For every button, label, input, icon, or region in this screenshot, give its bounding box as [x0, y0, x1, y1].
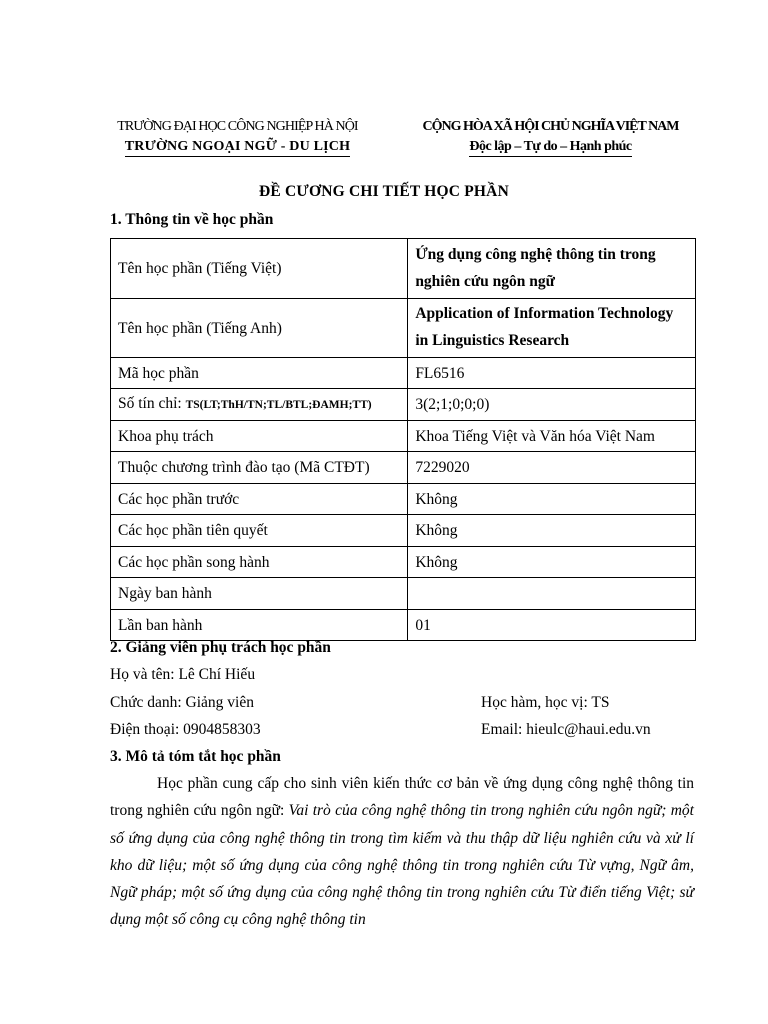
- table-row: [111, 421, 696, 452]
- table-row: [111, 239, 696, 299]
- motto: Độc lập – Tự do – Hạnh phúc: [469, 137, 631, 157]
- lecturer-email: Email: hieulc@haui.edu.vn: [481, 721, 651, 738]
- lecturer-rank: Học hàm, học vị: TS: [481, 694, 610, 711]
- row-value: 01: [408, 610, 696, 641]
- row-label: Tên học phần (Tiếng Việt): [111, 239, 408, 299]
- row-label: Ngày ban hành: [111, 578, 408, 610]
- table-row: [111, 299, 696, 358]
- row-value: [408, 578, 696, 610]
- row-label: Khoa phụ trách: [111, 421, 408, 452]
- table-row: [111, 578, 696, 610]
- faculty-name: TRƯỜNG NGOẠI NGỮ - DU LỊCH: [125, 137, 350, 157]
- row-value: Không: [408, 515, 696, 547]
- row-value: FL6516: [408, 358, 696, 389]
- row-label: Các học phần tiên quyết: [111, 515, 408, 547]
- table-row: [111, 515, 696, 547]
- document-title: ĐỀ CƯƠNG CHI TIẾT HỌC PHẦN: [259, 183, 509, 200]
- lecturer-phone: Điện thoại: 0904858303: [110, 721, 261, 738]
- row-value: Không: [408, 484, 696, 515]
- national-motto-header: [398, 117, 703, 157]
- row-value: Không: [408, 547, 696, 578]
- country-name: CỘNG HÒA XÃ HỘI CHỦ NGHĨA VIỆT NAM: [422, 119, 679, 134]
- row-value: 3(2;1;0;0;0): [408, 389, 696, 421]
- table-row: [111, 484, 696, 515]
- section-1-heading: 1. Thông tin về học phần: [110, 211, 274, 228]
- school-header: [100, 117, 375, 157]
- table-row: [111, 610, 696, 641]
- section-2-heading: 2. Giảng viên phụ trách học phần: [110, 639, 331, 656]
- credits-note: TS(LT;ThH/TN;TL/BTL;ĐAMH;TT): [185, 399, 372, 411]
- lecturer-name: Họ và tên: Lê Chí Hiếu: [110, 666, 256, 683]
- description-italic: Vai trò của công nghệ thông tin trong nghiên cứu ngôn ngữ; một số ứng dụng của công nghệ thông tin trong tìm kiếm và thu thập dữ liệu nghiên cứu và xử lí kho dữ liệu; một số ứng dụng của công nghệ thông tin trong nghiên cứu Từ vựng, Ngữ âm, Ngữ pháp; một số ứng dụng của công nghệ thông tin trong nghiên cứu Từ điển tiếng Việt; sử dụng một số công cụ công nghệ thông tin: [110, 802, 694, 929]
- university-name: TRƯỜNG ĐẠI HỌC CÔNG NGHIỆP HÀ NỘI: [117, 119, 358, 134]
- course-info-table: [110, 238, 696, 641]
- table-row: [111, 389, 696, 421]
- course-description: [110, 770, 694, 934]
- section-3-heading: 3. Mô tả tóm tắt học phần: [110, 748, 281, 765]
- description-intro: Học phần cung cấp cho sinh viên kiến thức cơ bản về ứng dụng công nghệ thông tin trong nghiên cứu ngôn ngữ:: [110, 775, 694, 820]
- row-label: Các học phần song hành: [111, 547, 408, 578]
- row-value: 7229020: [408, 452, 696, 484]
- row-value: Khoa Tiếng Việt và Văn hóa Việt Nam: [408, 421, 696, 452]
- row-label: Mã học phần: [111, 358, 408, 389]
- table-row: [111, 358, 696, 389]
- row-value: Ứng dụng công nghệ thông tin trong nghiên cứu ngôn ngữ: [408, 239, 696, 299]
- lecturer-title: Chức danh: Giảng viên: [110, 694, 254, 711]
- row-label: Lần ban hành: [111, 610, 408, 641]
- table-row: [111, 547, 696, 578]
- row-label: Tên học phần (Tiếng Anh): [111, 299, 408, 358]
- table-row: [111, 452, 696, 484]
- row-value: Application of Information Technology in Linguistics Research: [408, 299, 696, 358]
- row-label: Thuộc chương trình đào tạo (Mã CTĐT): [111, 452, 408, 484]
- credits-label: Số tín chỉ:: [118, 395, 186, 412]
- row-label: [111, 389, 408, 421]
- row-label: Các học phần trước: [111, 484, 408, 515]
